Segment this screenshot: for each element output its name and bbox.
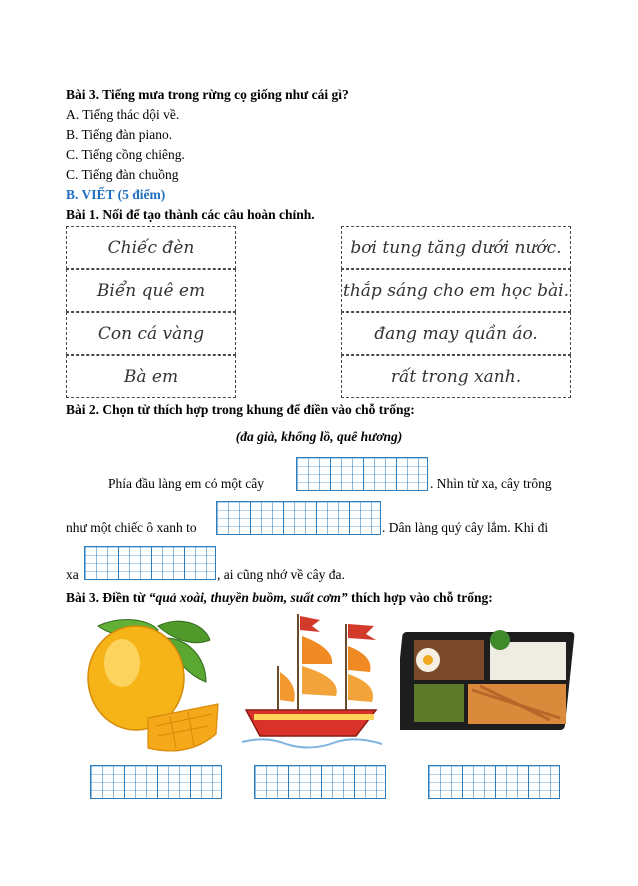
- left-box-2: Biển quê em: [66, 269, 236, 312]
- left-box-3: Con cá vàng: [66, 312, 236, 355]
- exercise-2-title: Bài 2. Chọn từ thích hợp trong khung để điền vào chỗ trống:: [66, 402, 415, 417]
- exercise-3-title-prefix: Bài 3. Điền từ: [66, 590, 149, 605]
- right-box-2: thắp sáng cho em học bài.: [341, 269, 571, 312]
- answer-grid-mango[interactable]: [90, 765, 222, 799]
- para-1b: . Nhìn từ xa, cây trông: [430, 476, 552, 491]
- para-3b: , ai cũng nhớ về cây đa.: [217, 567, 345, 582]
- exercise-3-title: [66, 589, 493, 607]
- para-2a: như một chiếc ô xanh to: [66, 520, 197, 535]
- option-b: B. Tiếng đàn piano.: [66, 127, 173, 142]
- option-d: C. Tiếng đàn chuồng: [66, 167, 179, 182]
- blank-2-grid[interactable]: [216, 501, 381, 535]
- blank-3-grid[interactable]: [84, 546, 216, 580]
- option-a: A. Tiếng thác dội về.: [66, 107, 180, 122]
- para-2b: . Dân làng quý cây lắm. Khi đi: [382, 520, 549, 535]
- answer-grid-lunchbox[interactable]: [428, 765, 560, 799]
- para-1a: Phía đầu làng em có một cây: [108, 476, 264, 491]
- lunchbox-image: [400, 620, 580, 735]
- section-b-heading: B. VIẾT (5 điểm): [66, 187, 166, 202]
- blank-1-grid[interactable]: [296, 457, 428, 491]
- mango-image: [78, 608, 223, 758]
- right-box-4: rất trong xanh.: [341, 355, 571, 398]
- left-box-4: Bà em: [66, 355, 236, 398]
- exercise-3-title-quote: “quả xoài, thuyền buồm, suất cơm”: [148, 590, 348, 605]
- para-3a: xa: [66, 567, 79, 582]
- question-3-title: Bài 3. Tiếng mưa trong rừng cọ giống như cái gì?: [66, 87, 349, 102]
- sailboat-image: [236, 606, 386, 756]
- answer-grid-sailboat[interactable]: [254, 765, 386, 799]
- exercise-3-title-suffix: thích hợp vào chỗ trống:: [347, 590, 493, 605]
- left-box-1: Chiếc đèn: [66, 226, 236, 269]
- exercise-1-title: Bài 1. Nối để tạo thành các câu hoàn chỉnh.: [66, 207, 315, 222]
- word-choices: (đa già, khổng lồ, quê hương): [235, 429, 403, 444]
- option-c: C. Tiếng cồng chiêng.: [66, 147, 185, 162]
- right-box-1: bơi tung tăng dưới nước.: [341, 226, 571, 269]
- right-box-3: đang may quần áo.: [341, 312, 571, 355]
